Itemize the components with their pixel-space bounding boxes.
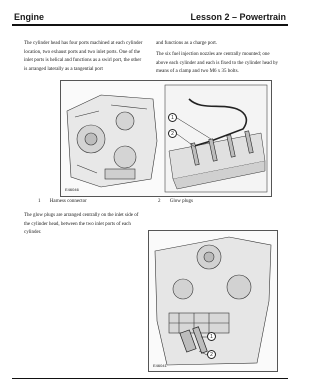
legend-item-1-label: Harness connector — [49, 199, 87, 204]
glow-plugs-paragraph: The glow plugs are arranged centrally on the inlet side of the cylinder head, between the two inlet ports of each cylinder. — [24, 213, 139, 236]
intro-paragraph-right-1: and functions as a charge port. — [156, 41, 217, 46]
figure2-code: E46041 — [153, 363, 167, 368]
intro-paragraph-right-2: The six fuel injection nozzles are centrally mounted; one above each cylinder and each is fixed to the cylinder head by means of a clamp and two M6 x 35 bolts. — [156, 52, 279, 75]
intro-paragraph-left: The cylinder head has four ports machined at each cylinder location, two exhaust ports and two inlet ports. One of the inlet ports is helical and functions as a swirl port, the other is arranged laterally as a tangential port — [24, 41, 143, 72]
legend-item-1-number: 1 — [38, 199, 41, 204]
footer-rule — [12, 378, 288, 379]
header-lesson-title: Lesson 2 – Powertrain — [190, 12, 286, 22]
legend-item-2 — [158, 199, 193, 204]
figure2-callout-1: 1 — [207, 332, 216, 341]
figure2-callout-2: 2 — [207, 350, 216, 359]
engine-illustration — [61, 81, 271, 196]
header-section-title: Engine — [14, 12, 45, 22]
figure-glow-plug-harness — [60, 80, 272, 197]
header-rule — [12, 24, 288, 26]
figure1-callout-1: 1 — [168, 113, 177, 122]
legend-item-1 — [38, 199, 87, 204]
figure1-code: E46046 — [65, 187, 79, 192]
legend-item-2-label: Glow plugs — [169, 199, 193, 204]
figure-glow-plug-location — [148, 230, 278, 372]
legend-item-2-number: 2 — [158, 199, 161, 204]
figure1-callout-2: 2 — [168, 129, 177, 138]
